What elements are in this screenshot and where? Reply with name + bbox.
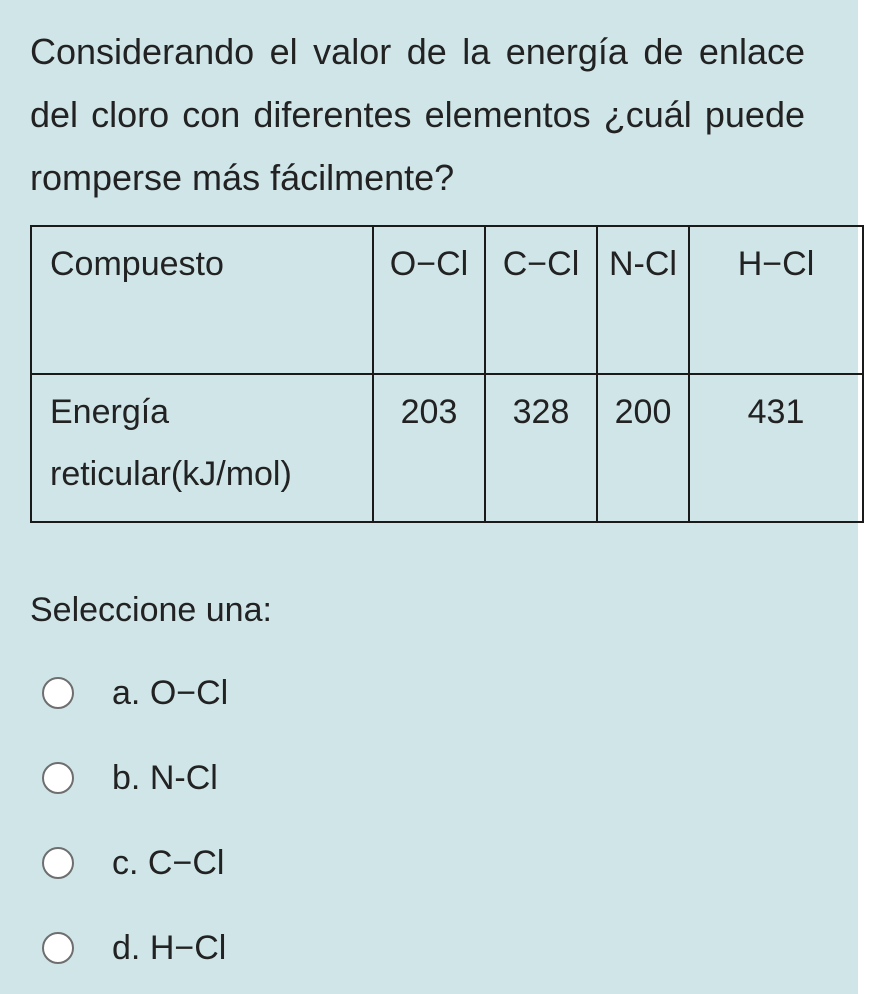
option-d[interactable] — [42, 905, 802, 990]
option-label — [112, 926, 226, 970]
table-header-cell: Compuesto — [31, 226, 373, 374]
option-label — [112, 756, 218, 800]
select-prompt: Seleccione una: — [30, 591, 272, 629]
option-letter: b. — [112, 758, 141, 797]
table-cell: 328 — [485, 374, 597, 522]
answer-options — [42, 650, 802, 990]
option-letter: c. — [112, 843, 139, 882]
table-header-cell: O−Cl — [373, 226, 485, 374]
option-text: C−Cl — [147, 843, 225, 882]
table-cell: 203 — [373, 374, 485, 522]
table-header-cell: H−Cl — [689, 226, 863, 374]
question-text: Considerando el valor de la energía de enlace del cloro con diferentes elementos ¿cuál puede romperse más fácilmente? — [30, 31, 805, 198]
option-b[interactable] — [42, 735, 802, 820]
radio-button[interactable] — [42, 932, 74, 964]
table-row — [31, 374, 863, 522]
bond-energy-table — [30, 225, 864, 523]
option-letter: d. — [112, 928, 141, 967]
table-header-cell: C−Cl — [485, 226, 597, 374]
option-a[interactable] — [42, 650, 802, 735]
option-letter: a. — [112, 673, 141, 712]
option-text: O−Cl — [149, 673, 229, 712]
option-text: H−Cl — [149, 928, 227, 967]
table-cell: 200 — [597, 374, 689, 522]
radio-button[interactable] — [42, 762, 74, 794]
option-label — [112, 671, 228, 715]
table-header-row — [31, 226, 863, 374]
radio-button[interactable] — [42, 847, 74, 879]
option-text: N-Cl — [149, 758, 218, 797]
option-label — [112, 841, 224, 885]
table-cell: 431 — [689, 374, 863, 522]
table-row-label: Energía reticular(kJ/mol) — [31, 374, 373, 522]
option-c[interactable] — [42, 820, 802, 905]
table-header-cell: N-Cl — [597, 226, 689, 374]
radio-button[interactable] — [42, 677, 74, 709]
